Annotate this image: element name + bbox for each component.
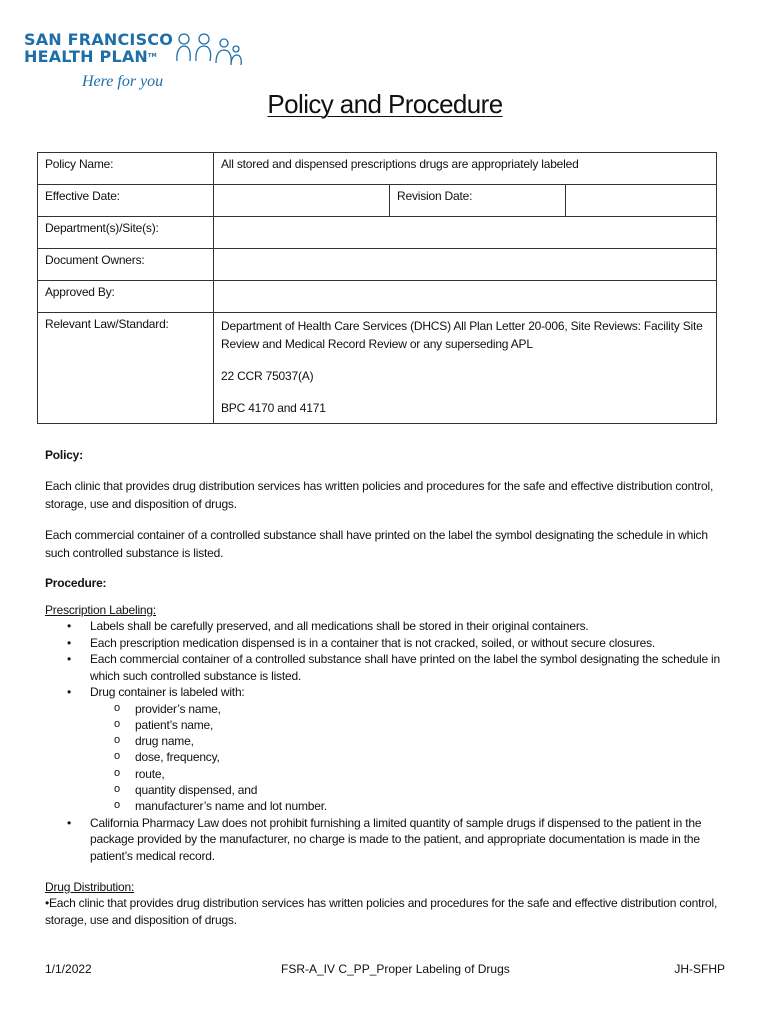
law-item: BPC 4170 and 4171 xyxy=(221,401,326,415)
owners-row xyxy=(38,249,717,281)
drug-distribution-heading: Drug Distribution: xyxy=(45,880,135,895)
list-item xyxy=(45,684,725,815)
policy-name-label: Policy Name: xyxy=(38,153,214,185)
effective-date-label: Effective Date: xyxy=(38,185,214,217)
list-item: • California Pharmacy Law does not prohibit furnishing a limited quantity of sample drugs if dispensed to the patient in the package provided by the manufacturer, no charge is made to the patient, and appropriate documentation is made in the patient’s medical record. xyxy=(45,815,725,865)
sub-list-item: o provider’s name, xyxy=(90,701,725,717)
sub-list-item: o route, xyxy=(90,766,725,782)
logo-line-2: HEALTH PLAN™ xyxy=(24,47,157,66)
law-item: 22 CCR 75037(A) xyxy=(221,369,314,383)
policy-paragraph-2: Each commercial container of a controlled substance shall have printed on the label the symbol designating the schedule in which such controlled substance is listed. xyxy=(45,528,708,560)
family-figures-icon xyxy=(174,31,244,71)
departments-label: Department(s)/Site(s): xyxy=(38,217,214,249)
prescription-labeling-heading: Prescription Labeling: xyxy=(45,603,157,617)
revision-date-label: Revision Date: xyxy=(390,185,566,217)
sfhp-logo xyxy=(24,31,264,97)
policy-name-value: All stored and dispensed prescriptions drugs are appropriately labeled xyxy=(214,153,717,185)
law-label: Relevant Law/Standard: xyxy=(38,313,214,424)
effective-date-value xyxy=(214,185,390,217)
list-item: • Each commercial container of a controlled substance shall have printed on the label the symbol designating the schedule in which such controlled substance is listed. xyxy=(45,651,725,684)
page-title: Policy and Procedure xyxy=(267,89,503,119)
owners-value xyxy=(214,249,717,281)
approved-label: Approved By: xyxy=(38,281,214,313)
sub-list-item: o patient’s name, xyxy=(90,717,725,733)
drug-distribution-text: •Each clinic that provides drug distribution services has written policies and procedures for the safe and effective distribution control, storage, use and disposition of drugs. xyxy=(45,896,718,928)
prescription-list xyxy=(45,618,725,864)
effective-date-row xyxy=(38,185,717,217)
departments-value xyxy=(214,217,717,249)
logo-tagline: Here for you xyxy=(82,73,164,90)
policy-name-row xyxy=(38,153,717,185)
law-item: Department of Health Care Services (DHCS) All Plan Letter 20-006, Site Reviews: Facility Site Review and Medical Record Review or any superseding APL xyxy=(221,319,703,351)
approved-value xyxy=(214,281,717,313)
departments-row xyxy=(38,217,717,249)
policy-section xyxy=(45,446,725,929)
logo-tm: TM xyxy=(148,53,157,59)
law-value xyxy=(214,313,717,424)
policy-info-table xyxy=(37,152,717,424)
list-item-text: Drug container is labeled with: xyxy=(90,685,245,699)
revision-date-value xyxy=(566,185,717,217)
sub-list-item: o dose, frequency, xyxy=(90,749,725,765)
logo-line-1: SAN FRANCISCO xyxy=(24,30,174,49)
approved-row xyxy=(38,281,717,313)
sub-list-item: o manufacturer’s name and lot number. xyxy=(90,798,725,814)
owners-label: Document Owners: xyxy=(38,249,214,281)
sub-list-item: o drug name, xyxy=(90,733,725,749)
footer-date: 1/1/2022 xyxy=(45,962,92,976)
sub-list-item: o quantity dispensed, and xyxy=(90,782,725,798)
list-item: • Labels shall be carefully preserved, and all medications shall be stored in their original containers. xyxy=(45,618,725,635)
policy-paragraph-1: Each clinic that provides drug distribution services has written policies and procedures for the safe and effective distribution control, storage, use and disposition of drugs. xyxy=(45,479,714,511)
footer-doc-id: FSR-A_IV C_PP_Proper Labeling of Drugs xyxy=(281,962,510,976)
policy-heading: Policy: xyxy=(45,448,83,462)
procedure-heading: Procedure: xyxy=(45,576,107,590)
label-contents-list xyxy=(90,701,725,815)
footer-org: JH-SFHP xyxy=(674,962,725,976)
law-row xyxy=(38,313,717,424)
list-item: • Each prescription medication dispensed is in a container that is not cracked, soiled, or without secure closures. xyxy=(45,635,725,652)
